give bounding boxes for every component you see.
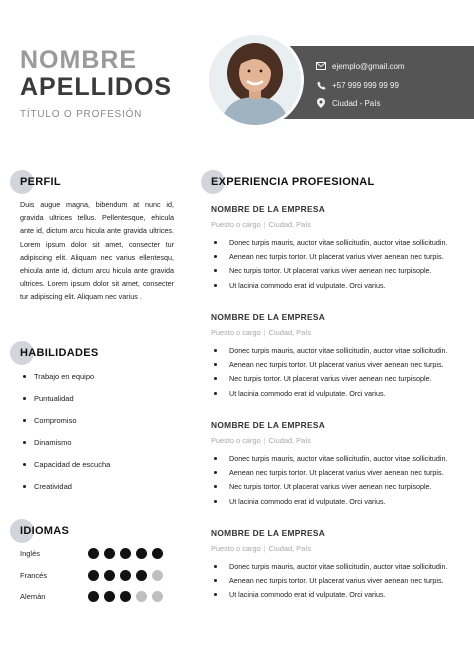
- profession-title: TÍTULO O PROFESIÓN: [20, 109, 143, 120]
- bullet: [214, 579, 217, 582]
- contact-location: [316, 98, 380, 108]
- bullet: [214, 284, 217, 287]
- section-skills-header: [10, 341, 98, 365]
- profile-photo: [206, 32, 304, 128]
- section-profile-title: PERFIL: [20, 176, 61, 188]
- level-dot-filled: [120, 548, 131, 559]
- language-row: [20, 591, 163, 602]
- bullet: [214, 269, 217, 272]
- bullet: [214, 363, 217, 366]
- language-name: Francés: [20, 571, 48, 580]
- job-entry: [211, 312, 466, 403]
- bullet: [23, 397, 26, 400]
- level-dot-filled: [136, 570, 147, 581]
- bullet: [214, 377, 217, 380]
- skill-item: Dinamismo: [20, 438, 110, 460]
- section-skills-title: HABILIDADES: [20, 347, 99, 359]
- level-dot-filled: [136, 548, 147, 559]
- job-entry: [211, 204, 466, 295]
- map-pin-icon: [316, 98, 326, 108]
- contact-email[interactable]: [316, 61, 405, 71]
- section-profile-header: [10, 170, 61, 194]
- company-name: NOMBRE DE LA EMPRESA: [211, 528, 326, 538]
- job-entry: [211, 420, 466, 511]
- skill-item: Creatividad: [20, 482, 110, 504]
- level-dot-filled: [88, 591, 99, 602]
- job-bullet: Aenean nec turpis tortor. Ut placerat varius viver aenean nec turpis.: [211, 360, 466, 374]
- bullet: [23, 485, 26, 488]
- job-position-line: Puesto o cargo | Ciudad, País: [211, 220, 311, 229]
- skill-item: Compromiso: [20, 416, 110, 438]
- level-dot-filled: [104, 548, 115, 559]
- level-dot-empty: [152, 570, 163, 581]
- level-dot-filled: [120, 570, 131, 581]
- bullet: [214, 255, 217, 258]
- first-name: NOMBRE: [20, 46, 138, 74]
- skill-item: Trabajo en equipo: [20, 372, 110, 394]
- job-bullets: [211, 562, 466, 605]
- location-text: Ciudad - País: [332, 98, 381, 108]
- company-name: NOMBRE DE LA EMPRESA: [211, 204, 326, 214]
- bullet: [214, 485, 217, 488]
- bullet: [214, 471, 217, 474]
- job-bullets: [211, 238, 466, 295]
- language-level: [88, 570, 163, 581]
- bullet: [23, 441, 26, 444]
- bullet: [214, 500, 217, 503]
- language-level: [88, 591, 163, 602]
- level-dot-filled: [88, 570, 99, 581]
- language-row: [20, 570, 163, 581]
- job-bullet: Aenean nec turpis tortor. Ut placerat varius viver aenean nec turpis.: [211, 252, 466, 266]
- last-name: APELLIDOS: [20, 73, 173, 101]
- job-bullet: Ut lacinia commodo erat id vulputate. Orci varius.: [211, 281, 466, 295]
- level-dot-filled: [120, 591, 131, 602]
- contact-phone[interactable]: [316, 80, 399, 90]
- section-experience-header: [201, 170, 375, 194]
- bullet: [23, 419, 26, 422]
- job-position-line: Puesto o cargo | Ciudad, País: [211, 544, 311, 553]
- job-bullet: Nec turpis tortor. Ut placerat varius viver aenean nec turpisople.: [211, 374, 466, 388]
- language-level: [88, 548, 163, 559]
- profile-text: Duis augue magna, bibendum at nunc id, gravida ultrices tellus. Pellentesque, ehicula ante id, dictum arcu hicula ante gravida ultrices. Lorem ipsum dolor sit amet, consecter tur adipiscing elit. Aliquam nec varius ellentesqu, ehicula ante id, dictum arcu hicula ante gravida ultrices. Lorem ipsum dolor sit amet, consecter tur adipiscing elit. Aliquam nec varius .: [20, 200, 174, 302]
- job-bullets: [211, 346, 466, 403]
- job-bullet: Donec turpis mauris, auctor vitae sollicitudin, auctor vitae sollicitudin.: [211, 346, 466, 360]
- section-languages-header: [10, 519, 69, 543]
- job-bullet: Donec turpis mauris, auctor vitae sollicitudin, auctor vitae sollicitudin.: [211, 238, 466, 252]
- job-bullet: Nec turpis tortor. Ut placerat varius viver aenean nec turpisople.: [211, 482, 466, 496]
- level-dot-empty: [136, 591, 147, 602]
- company-name: NOMBRE DE LA EMPRESA: [211, 312, 326, 322]
- job-bullet: Ut lacinia commodo erat id vulputate. Orci varius.: [211, 497, 466, 511]
- job-bullet: Donec turpis mauris, auctor vitae sollicitudin, auctor vitae sollicitudin.: [211, 562, 466, 576]
- job-bullet: Aenean nec turpis tortor. Ut placerat varius viver aenean nec turpis.: [211, 576, 466, 590]
- job-bullet: Ut lacinia commodo erat id vulputate. Orci varius.: [211, 590, 466, 604]
- job-bullet: Nec turpis tortor. Ut placerat varius viver aenean nec turpisople.: [211, 266, 466, 280]
- phone-text: +57 999 999 99 99: [332, 80, 399, 90]
- level-dot-empty: [152, 591, 163, 602]
- level-dot-filled: [104, 591, 115, 602]
- job-bullet: Aenean nec turpis tortor. Ut placerat varius viver aenean nec turpis.: [211, 468, 466, 482]
- section-experience-title: EXPERIENCIA PROFESIONAL: [211, 176, 375, 188]
- bullet: [23, 375, 26, 378]
- job-position-line: Puesto o cargo | Ciudad, País: [211, 436, 311, 445]
- language-row: [20, 548, 163, 559]
- bullet: [214, 241, 217, 244]
- phone-icon: [316, 80, 326, 90]
- email-text: ejemplo@gmail.com: [332, 61, 405, 71]
- section-languages-title: IDIOMAS: [20, 525, 70, 537]
- bullet: [23, 463, 26, 466]
- company-name: NOMBRE DE LA EMPRESA: [211, 420, 326, 430]
- bullet: [214, 349, 217, 352]
- envelope-icon: [316, 61, 326, 71]
- skills-list: [20, 372, 110, 504]
- bullet: [214, 593, 217, 596]
- job-entry: [211, 528, 466, 605]
- job-bullets: [211, 454, 466, 511]
- language-name: Alemán: [20, 592, 46, 601]
- bullet: [214, 457, 217, 460]
- job-position-line: Puesto o cargo | Ciudad, País: [211, 328, 311, 337]
- skill-item: Puntualidad: [20, 394, 110, 416]
- level-dot-filled: [88, 548, 99, 559]
- level-dot-filled: [104, 570, 115, 581]
- skill-item: Capacidad de escucha: [20, 460, 110, 482]
- level-dot-filled: [152, 548, 163, 559]
- job-bullet: Donec turpis mauris, auctor vitae sollicitudin, auctor vitae sollicitudin.: [211, 454, 466, 468]
- bullet: [214, 565, 217, 568]
- language-name: Inglés: [20, 549, 41, 558]
- bullet: [214, 392, 217, 395]
- job-bullet: Ut lacinia commodo erat id vulputate. Orci varius.: [211, 389, 466, 403]
